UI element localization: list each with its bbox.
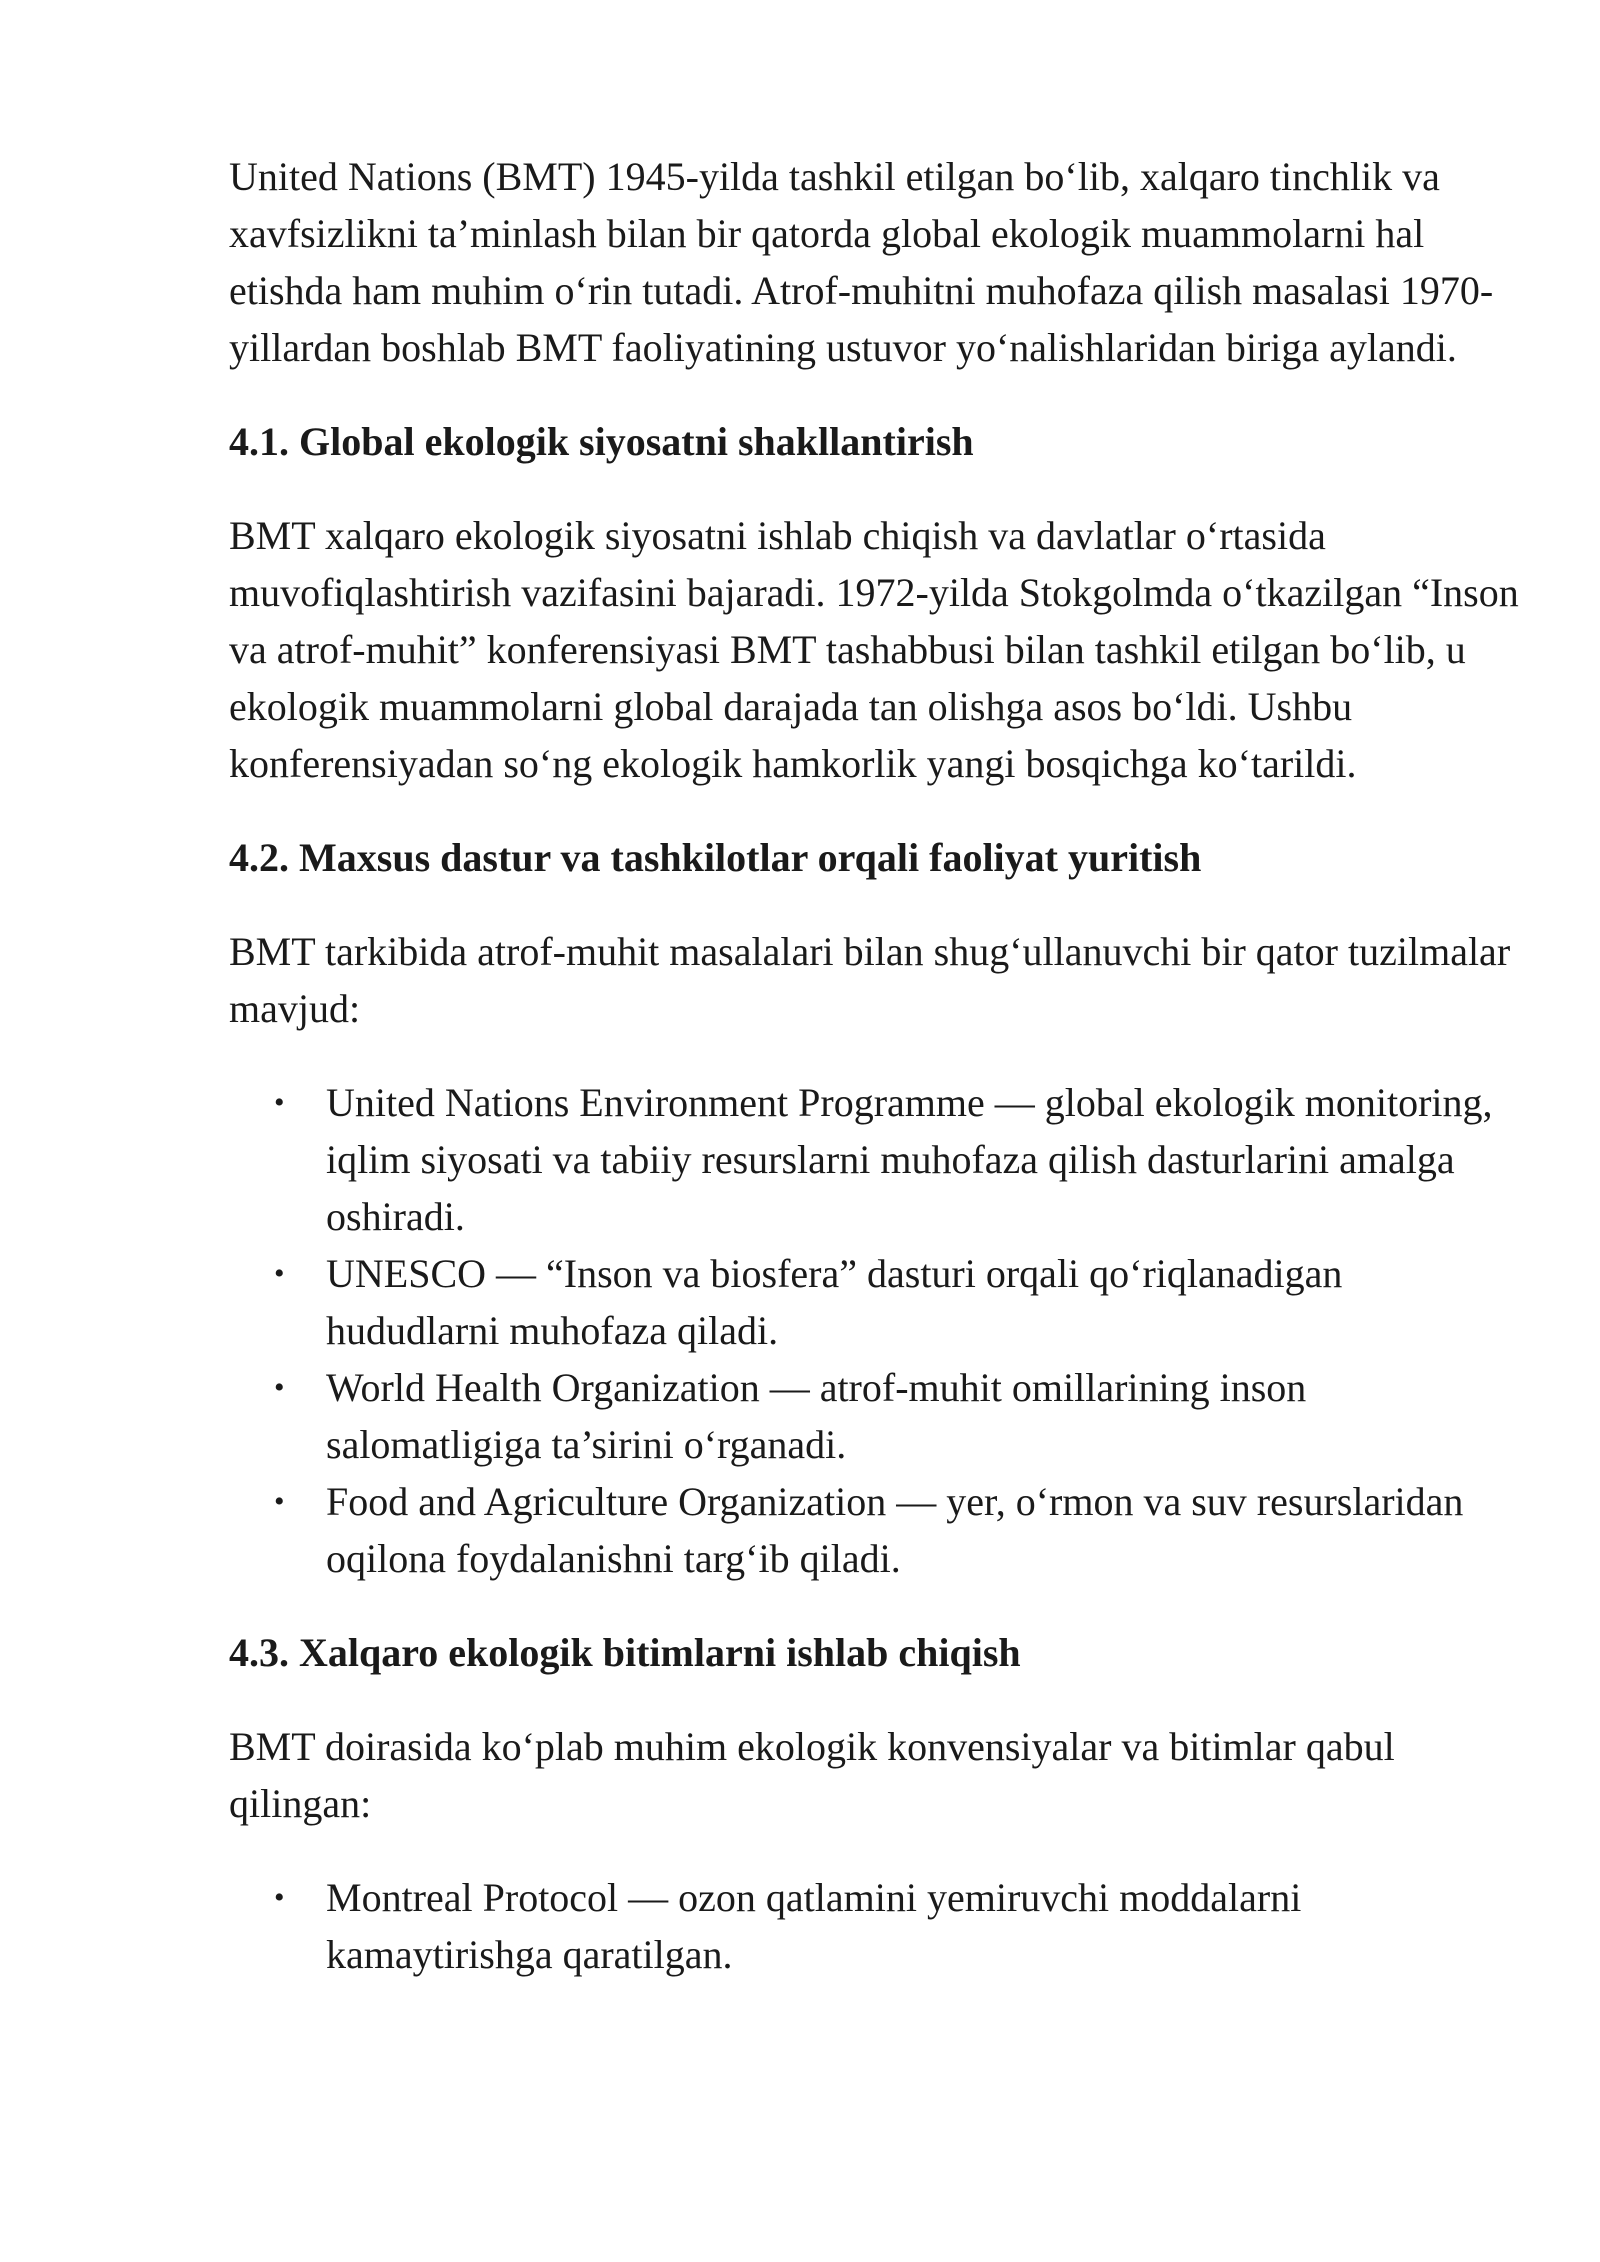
section-4-3-lead: BMT doirasida ko‘plab muhim ekologik konvensiyalar va bitimlar qabul qilingan: (229, 1724, 1395, 1826)
document-page (229, 148, 1519, 2020)
bullet-icon: • (274, 1485, 285, 1518)
list-item-text: Food and Agriculture Organization — yer, o‘rmon va suv resurslaridan oqilona foydalanishni targ‘ib qiladi. (326, 1479, 1464, 1581)
section-4-3-list (229, 1869, 1519, 1983)
list-item (229, 1245, 1519, 1359)
section-4-2-list (229, 1074, 1519, 1587)
list-item-text: UNESCO — “Inson va biosfera” dasturi orqali qo‘riqlanadigan hududlarni muhofaza qiladi. (326, 1251, 1343, 1353)
list-item (229, 1869, 1519, 1983)
list-item (229, 1074, 1519, 1245)
intro-paragraph: United Nations (BMT) 1945-yilda tashkil etilgan bo‘lib, xalqaro tinchlik va xavfsizlikni ta’minlash bilan bir qatorda global ekologik muammolarni hal etishda ham muhim o‘rin tutadi. Atrof-muhitni muhofaza qilish masalasi 1970-yillardan boshlab BMT faoliyatining ustuvor yo‘nalishlaridan biriga aylandi. (229, 154, 1494, 370)
section-heading-4-3: 4.3. Xalqaro ekologik bitimlarni ishlab chiqish (229, 1630, 1021, 1675)
bullet-icon: • (274, 1881, 285, 1914)
section-heading-4-2: 4.2. Maxsus dastur va tashkilotlar orqali faoliyat yuritish (229, 835, 1202, 880)
bullet-icon: • (274, 1257, 285, 1290)
list-item-text: United Nations Environment Programme — global ekologik monitoring, iqlim siyosati va tabiiy resurslarni muhofaza qilish dasturlarini amalga oshiradi. (326, 1080, 1493, 1239)
bullet-icon: • (274, 1086, 285, 1119)
section-4-2-lead: BMT tarkibida atrof-muhit masalalari bilan shug‘ullanuvchi bir qator tuzilmalar mavjud: (229, 929, 1511, 1031)
section-4-1-paragraph: BMT xalqaro ekologik siyosatni ishlab chiqish va davlatlar o‘rtasida muvofiqlashtirish vazifasini bajaradi. 1972-yilda Stokgolmda o‘tkazilgan “Inson va atrof-muhit” konferensiyasi BMT tashabbusi bilan tashkil etilgan bo‘lib, u ekologik muammolarni global darajada tan olishga asos bo‘ldi. Ushbu konferensiyadan so‘ng ekologik hamkorlik yangi bosqichga ko‘tarildi. (229, 513, 1519, 786)
list-item-text: World Health Organization — atrof-muhit omillarining inson salomatligiga ta’sirini o‘rganadi. (326, 1365, 1307, 1467)
section-heading-4-1: 4.1. Global ekologik siyosatni shakllantirish (229, 419, 974, 464)
list-item (229, 1359, 1519, 1473)
bullet-icon: • (274, 1371, 285, 1404)
list-item (229, 1473, 1519, 1587)
list-item-text: Montreal Protocol — ozon qatlamini yemiruvchi moddalarni kamaytirishga qaratilgan. (326, 1875, 1302, 1977)
